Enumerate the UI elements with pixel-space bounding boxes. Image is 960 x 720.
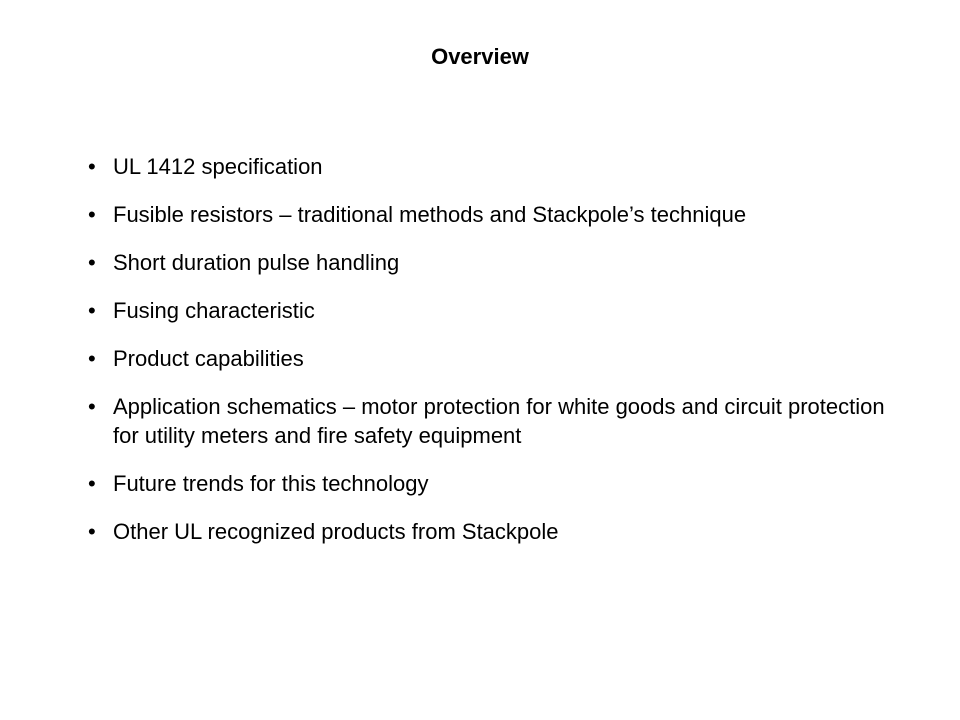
bullet-item-pulse-handling — [88, 248, 888, 277]
bullet-icon: • — [88, 298, 96, 323]
bullet-item-fusing-characteristic — [88, 296, 888, 325]
bullet-icon: • — [88, 250, 96, 275]
bullet-text: Future trends for this technology — [113, 471, 429, 496]
bullet-text: Application schematics – motor protection for white goods and circuit protection for utility meters and fire safety equipment — [113, 394, 885, 448]
bullet-icon: • — [88, 154, 96, 179]
bullet-text: Fusing characteristic — [113, 298, 315, 323]
slide-title: Overview — [431, 44, 529, 69]
bullet-text: Other UL recognized products from Stackpole — [113, 519, 559, 544]
bullet-item-other-products — [88, 517, 888, 546]
bullet-icon: • — [88, 519, 96, 544]
bullet-icon: • — [88, 202, 96, 227]
bullet-item-future-trends — [88, 469, 888, 498]
bullet-icon: • — [88, 346, 96, 371]
bullet-icon: • — [88, 394, 96, 419]
bullet-item-fusible-resistors — [88, 200, 888, 229]
bullet-text: Product capabilities — [113, 346, 304, 371]
bullet-icon: • — [88, 471, 96, 496]
bullet-item-ul-1412 — [88, 152, 888, 181]
bullet-item-application-schematics — [88, 392, 888, 450]
bullet-text: UL 1412 specification — [113, 154, 323, 179]
bullet-text: Short duration pulse handling — [113, 250, 400, 275]
bullet-item-product-capabilities — [88, 344, 888, 373]
bullet-text: Fusible resistors – traditional methods and Stackpole’s technique — [113, 202, 747, 227]
bullet-list — [88, 152, 888, 565]
